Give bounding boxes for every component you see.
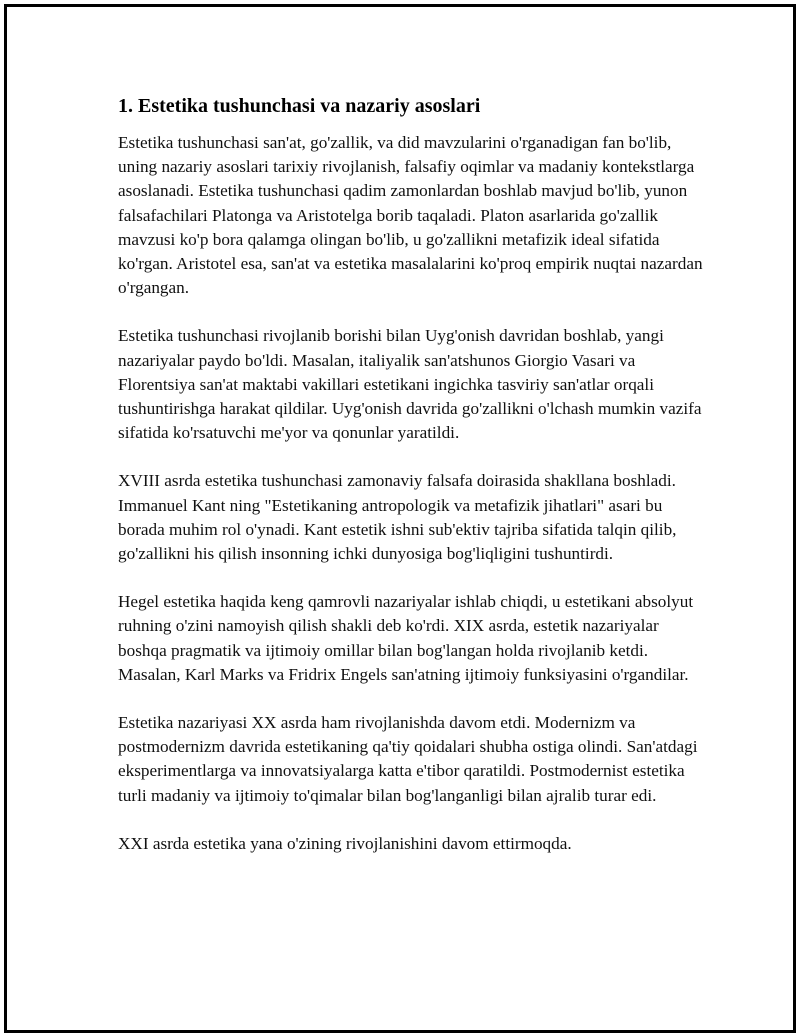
document-body [118,92,708,880]
section-heading: 1. Estetika tushunchasi va nazariy asoslari [118,95,481,117]
paragraph-5: Estetika nazariyasi XX asrda ham rivojlanishda davom etdi. Modernizm va postmodernizm davrida estetikaning qa'tiy qoidalari shubha ostiga olindi. San'atdagi eksperimentlarga va innovatsiyalarga katta e'tibor qaratildi. Postmodernist estetika turli madaniy va ijtimoiy to'qimalar bilan bog'langanligi bilan ajralib turar edi. [118,713,698,805]
paragraph-1: Estetika tushunchasi san'at, go'zallik, va did mavzularini o'rganadigan fan bo'lib, uning nazariy asoslari tarixiy rivojlanish, falsafiy oqimlar va madaniy kontekstlarga asoslanadi. Estetika tushunchasi qadim zamonlardan boshlab mavjud bo'lib, yunon falsafachilari Platonga va Aristotelga borib taqaladi. Platon asarlarida go'zallik mavzusi ko'p bora qalamga olingan bo'lib, u go'zallikni metafizik ideal sifatida ko'rgan. Aristotel esa, san'at va estetika masalalarini ko'proq empirik nuqtai nazardan o'rgangan. [118,133,703,298]
paragraph-6: XXI asrda estetika yana o'zining rivojlanishini davom ettirmoqda. [118,833,572,853]
paragraph-3: XVIII asrda estetika tushunchasi zamonaviy falsafa doirasida shakllana boshladi. Immanuel Kant ning "Estetikaning antropologik va metafizik jihatlari" asari bu borada muhim rol o'ynadi. Kant estetik ishni sub'ektiv tajriba sifatida talqin qilib, go'zallikni his qilish insonning ichki dunyosiga bog'liqligini tushuntirdi. [118,471,677,564]
paragraph-2: Estetika tushunchasi rivojlanib borishi bilan Uyg'onish davridan boshlab, yangi nazariyalar paydo bo'ldi. Masalan, italiyalik san'atshunos Giorgio Vasari va Florentsiya san'at maktabi vakillari estetikani ingichka tasviriy san'atlar orqali tushuntirishga harakat qildilar. Uyg'onish davrida go'zallikni o'lchash mumkin vazifa sifatida ko'rsatuvchi me'yor va qonunlar yaratildi. [118,326,702,443]
paragraph-4: Hegel estetika haqida keng qamrovli nazariyalar ishlab chiqdi, u estetikani absolyut ruhning o'zini namoyish qilish shakli deb ko'rdi. XIX asrda, estetik nazariyalar boshqa pragmatik va ijtimoiy omillar bilan bog'langan holda rivojlanib ketdi. Masalan, Karl Marks va Fridrix Engels san'atning ijtimoiy funksiyasini o'rgandilar. [118,592,694,684]
